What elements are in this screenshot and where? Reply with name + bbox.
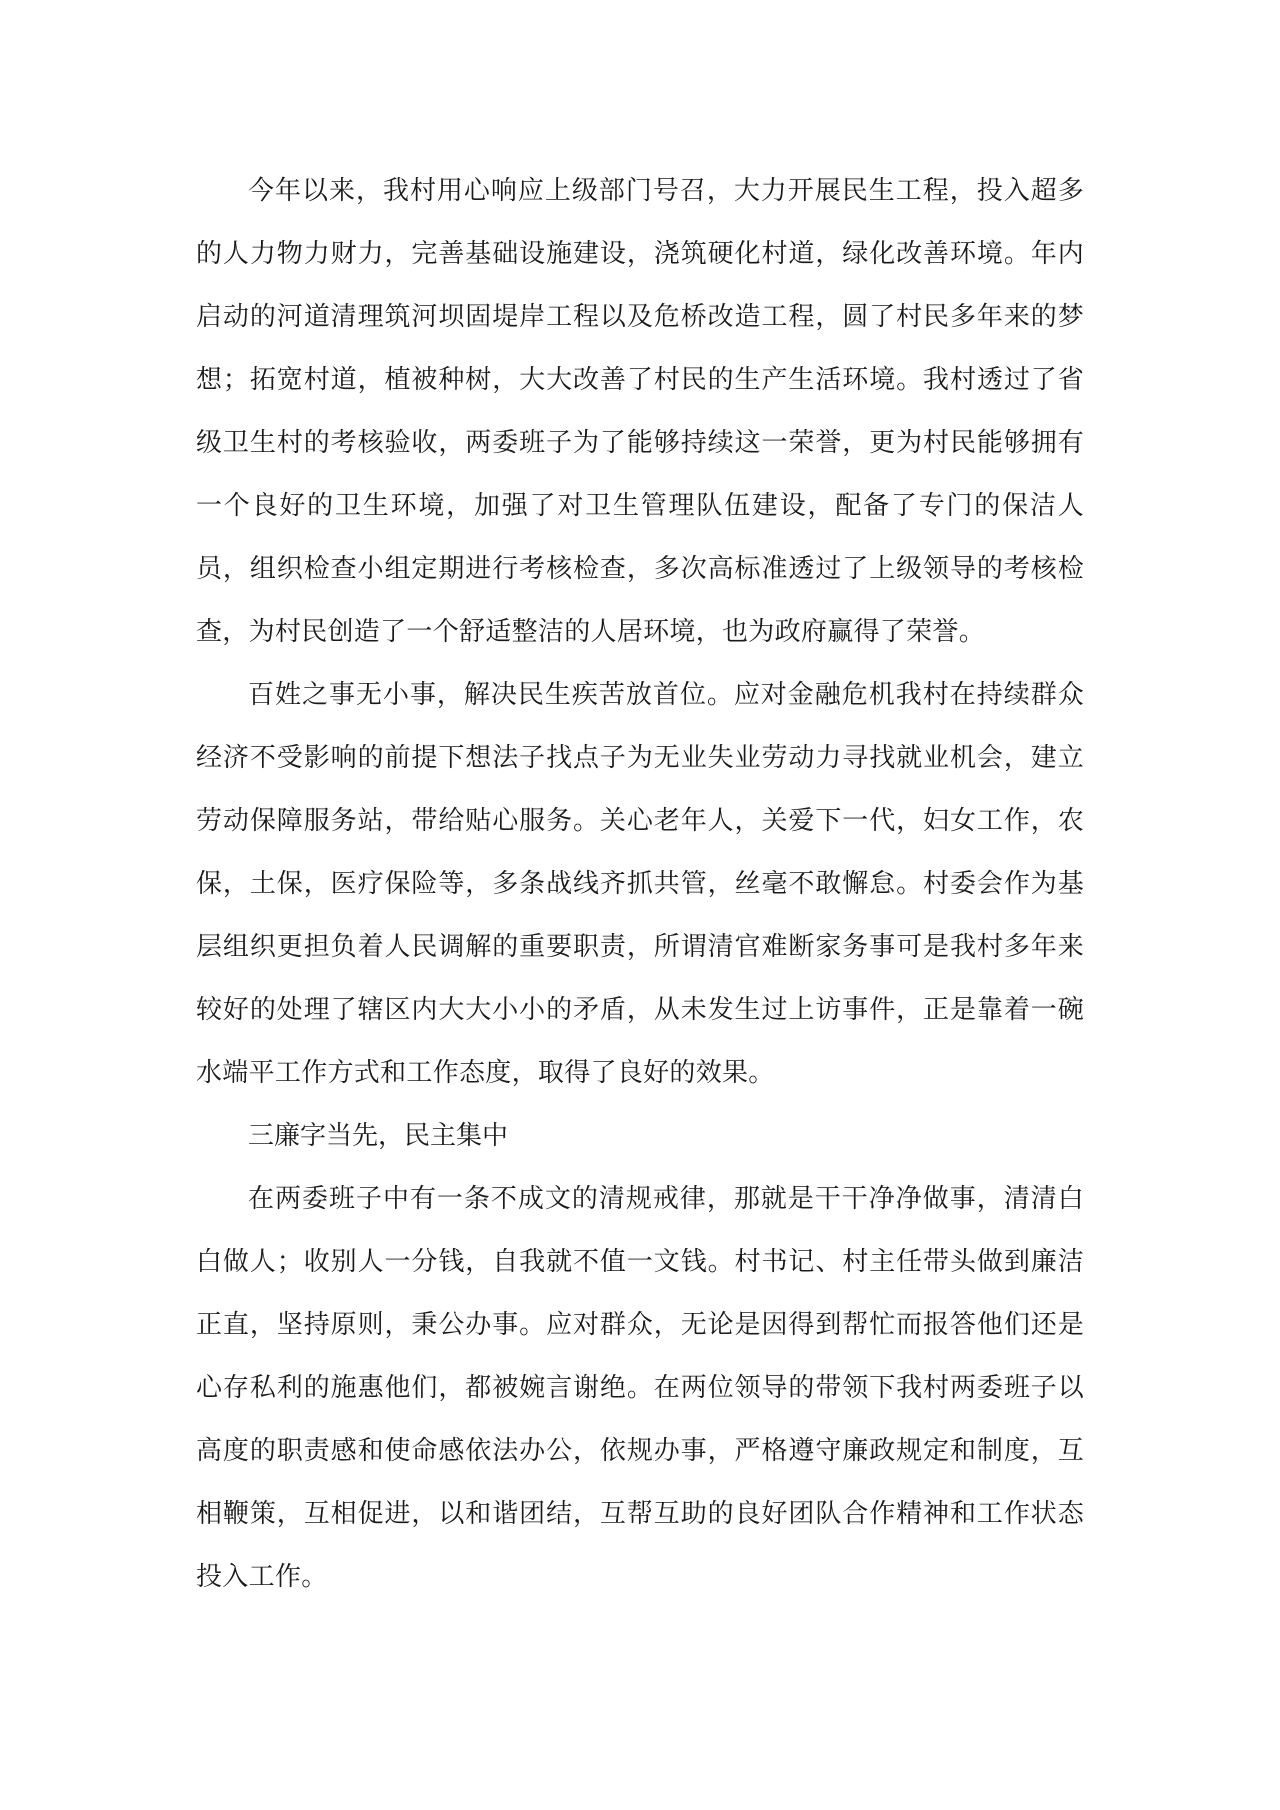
document-page [196, 160, 1084, 1609]
paragraph-people-affairs: 百姓之事无小事，解决民生疾苦放首位。应对金融危机我村在持续群众经济不受影响的前提下想法子找点子为无业失业劳动力寻找就业机会，建立劳动保障服务站，带给贴心服务。关心老年人，关爱下一代，妇女工作，农保，土保，医疗保险等，多条战线齐抓共管，丝毫不敢懈怠。村委会作为基层组织更担负着人民调解的重要职责，所谓清官难断家务事可是我村多年来较好的处理了辖区内大大小小的矛盾，从未发生过上访事件，正是靠着一碗水端平工作方式和工作态度，取得了良好的效果。 [196, 680, 1084, 1088]
paragraph-livelihood-projects: 今年以来，我村用心响应上级部门号召，大力开展民生工程，投入超多的人力物力财力，完善基础设施建设，浇筑硬化村道，绿化改善环境。年内启动的河道清理筑河坝固堤岸工程以及危桥改造工程，圆了村民多年来的梦想；拓宽村道，植被种树，大大改善了村民的生产生活环境。我村透过了省级卫生村的考核验收，两委班子为了能够持续这一荣誉，更为村民能够拥有一个良好的卫生环境，加强了对卫生管理队伍建设，配备了专门的保洁人员，组织检查小组定期进行考核检查，多次高标准透过了上级领导的考核检查，为村民创造了一个舒适整洁的人居环境，也为政府赢得了荣誉。 [196, 176, 1084, 647]
section-heading: 三廉字当先，民主集中 [248, 1121, 509, 1151]
paragraph-integrity: 在两委班子中有一条不成文的清规戒律，那就是干干净净做事，清清白白做人；收别人一分钱，自我就不值一文钱。村书记、村主任带头做到廉洁正直，坚持原则，秉公办事。应对群众，无论是因得到帮忙而报答他们还是心存私利的施惠他们，都被婉言谢绝。在两位领导的带领下我村两委班子以高度的职责感和使命感依法办公，依规办事，严格遵守廉政规定和制度，互相鞭策，互相促进，以和谐团结，互帮互助的良好团队合作精神和工作状态投入工作。 [196, 1184, 1084, 1592]
